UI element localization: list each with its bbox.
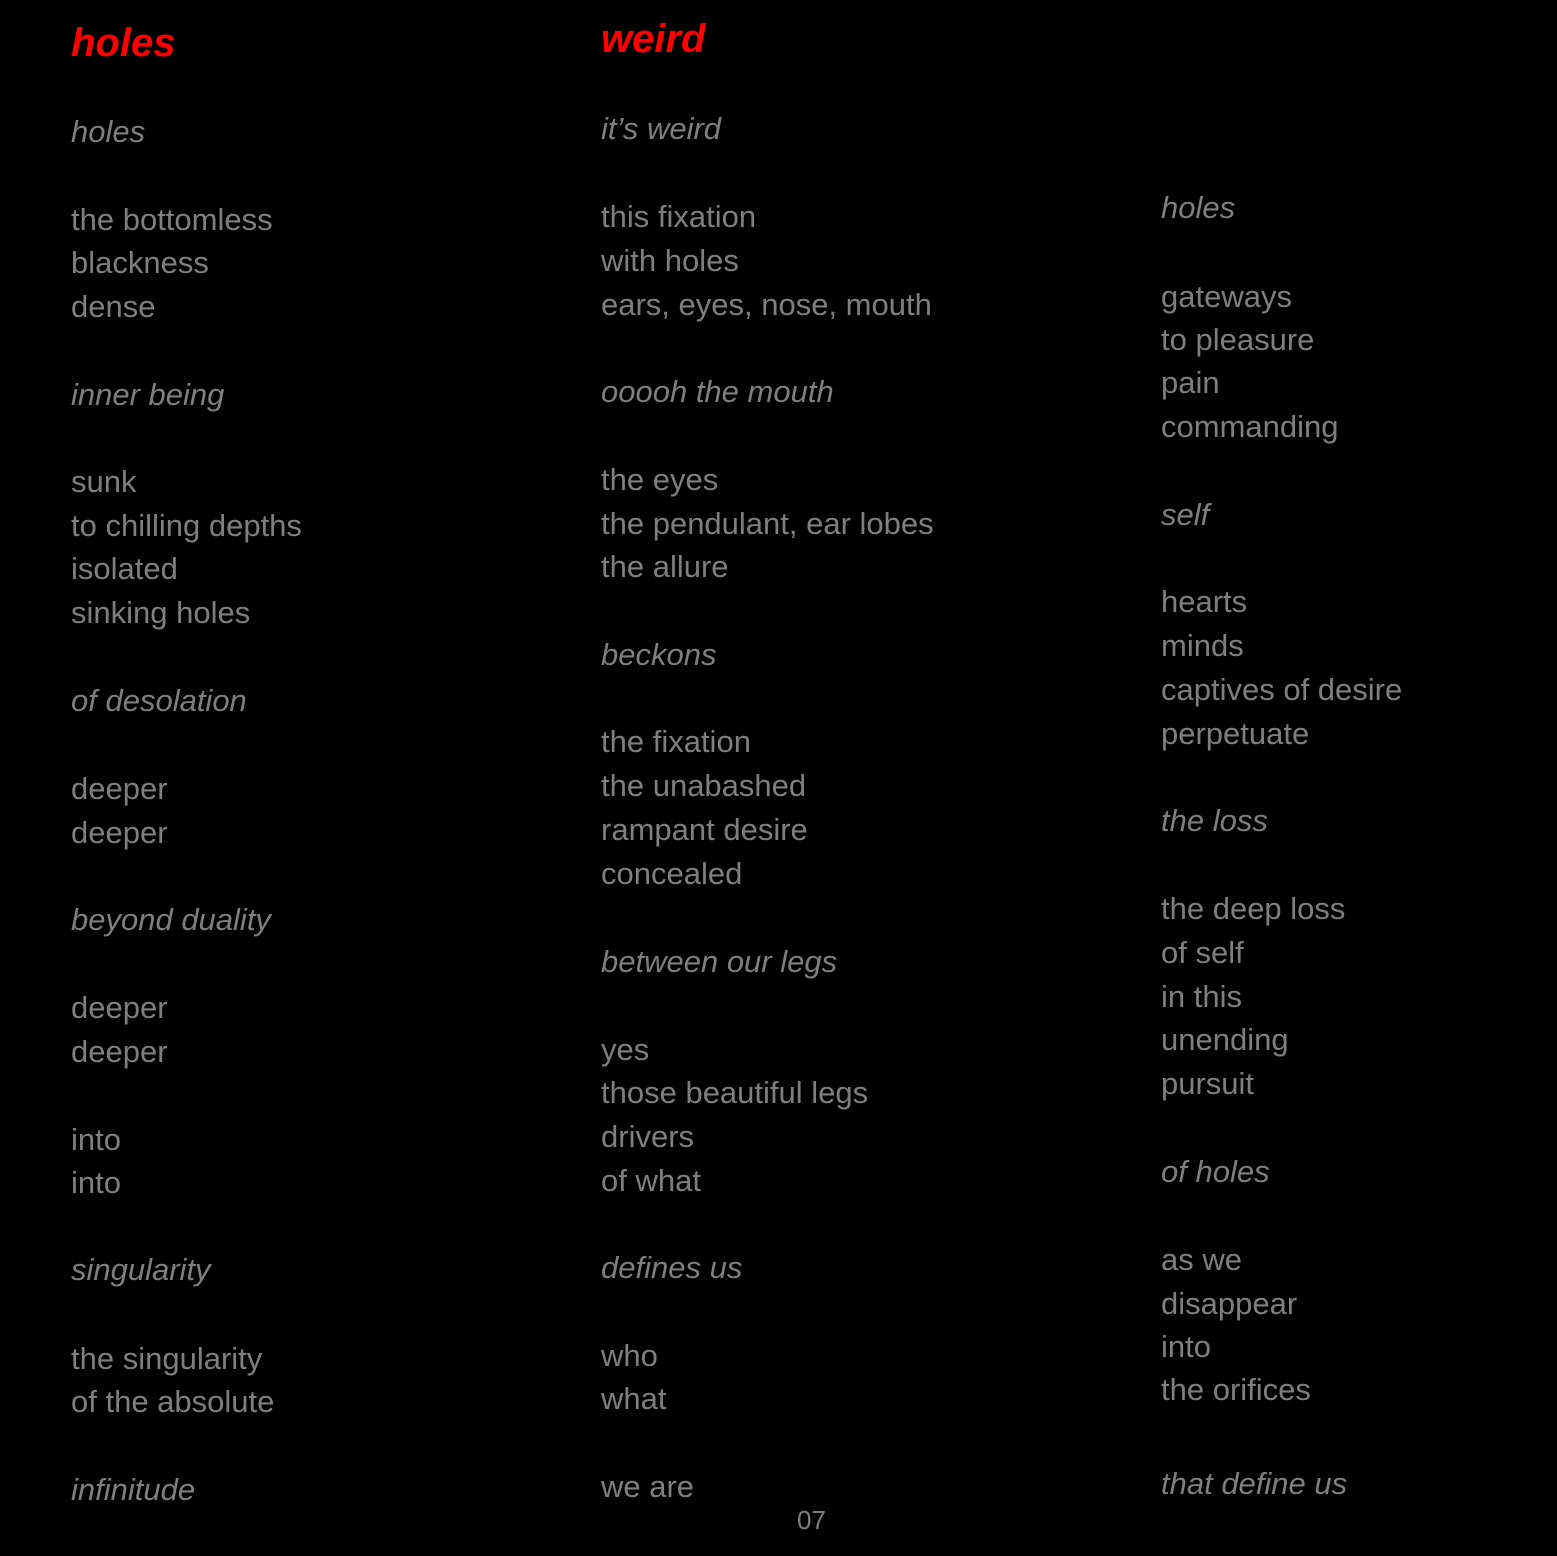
poem-line: the orifices <box>1161 1372 1311 1407</box>
poem-line: who <box>601 1338 658 1373</box>
poem-line: isolated <box>71 551 178 586</box>
poem-line: inner being <box>71 377 225 412</box>
poem-line: beyond duality <box>71 902 271 937</box>
poem-line: rampant desire <box>601 812 808 847</box>
poem-line: dense <box>71 289 156 324</box>
poem-line: commanding <box>1161 409 1339 444</box>
poem-line: into <box>71 1122 121 1157</box>
poem-line: holes <box>71 114 146 149</box>
poem-line: to chilling depths <box>71 508 302 543</box>
poem-line: into <box>1161 1329 1211 1364</box>
poem-line: that define us <box>1161 1466 1348 1501</box>
poem-line: infinitude <box>71 1472 196 1507</box>
poem-line: into <box>71 1165 121 1200</box>
poem-line: those beautiful legs <box>601 1075 869 1110</box>
poem-line: minds <box>1161 628 1244 663</box>
poem-line: ooooh the mouth <box>601 374 834 409</box>
poem-line: the fixation <box>601 724 751 759</box>
poem-line: sunk <box>71 464 137 499</box>
poem-line: the deep loss <box>1161 891 1346 926</box>
poem-line: we are <box>601 1469 695 1504</box>
poem-line: of what <box>601 1163 701 1198</box>
poem-line: what <box>601 1381 667 1416</box>
poem-line: hearts <box>1161 584 1248 619</box>
poem-line: the unabashed <box>601 768 807 803</box>
poem-line: defines us <box>601 1250 743 1285</box>
poem-line: deeper <box>71 1034 168 1069</box>
poem-line: concealed <box>601 856 743 891</box>
poem-line: self <box>1161 497 1210 532</box>
poem-line: in this <box>1161 979 1242 1014</box>
poem-line: singularity <box>71 1252 211 1287</box>
poem-line: the loss <box>1161 803 1268 838</box>
poem-line: the bottomless <box>71 202 273 237</box>
poem-line: sinking holes <box>71 595 251 630</box>
poem-line: as we <box>1161 1242 1242 1277</box>
poem-line: blackness <box>71 245 209 280</box>
poem-line: of self <box>1161 935 1244 970</box>
poem-line: yes <box>601 1032 650 1067</box>
poem-line: perpetuate <box>1161 716 1310 751</box>
poem-line: the eyes <box>601 462 719 497</box>
poem-line: between our legs <box>601 944 838 979</box>
poem-line: with holes <box>601 243 739 278</box>
poem-line: holes <box>1161 190 1236 225</box>
poem-line: captives of desire <box>1161 672 1403 707</box>
poem-line: the singularity <box>71 1341 263 1376</box>
poem-line: disappear <box>1161 1286 1298 1321</box>
poem-line: this fixation <box>601 199 757 234</box>
poem-line: ears, eyes, nose, mouth <box>601 287 932 322</box>
poem-line: of holes <box>1161 1154 1270 1189</box>
poem-line: deeper <box>71 815 168 850</box>
poem-line: unending <box>1161 1022 1289 1057</box>
poem-line: pain <box>1161 365 1220 400</box>
poem-line: to pleasure <box>1161 322 1315 357</box>
poem-line: pursuit <box>1161 1066 1255 1101</box>
poem-line: beckons <box>601 637 717 672</box>
poem-title: weird <box>601 17 706 61</box>
poem-line: the pendulant, ear lobes <box>601 506 934 541</box>
poem-line: of the absolute <box>71 1384 275 1419</box>
poem-title: holes <box>71 21 176 65</box>
poem-line: it’s weird <box>601 111 722 146</box>
poem-line: the allure <box>601 549 729 584</box>
poem-line: drivers <box>601 1119 695 1154</box>
poem-line: gateways <box>1161 279 1292 314</box>
poem-line: deeper <box>71 990 168 1025</box>
poem-line: of desolation <box>71 683 247 718</box>
poem-line: deeper <box>71 771 168 806</box>
page-number: 07 <box>797 1505 826 1535</box>
